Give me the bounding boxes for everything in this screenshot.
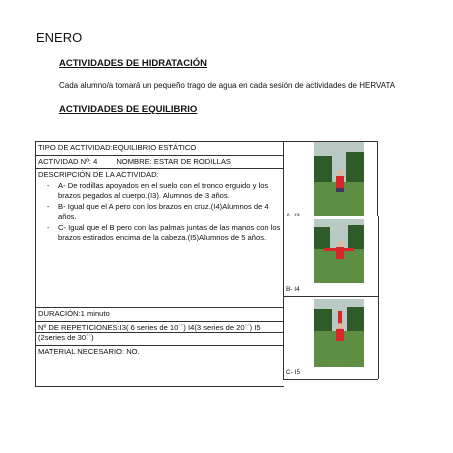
description-label: DESCRIPCIÓN DE LA ACTIVIDAD: xyxy=(38,170,159,179)
photo-block-b xyxy=(284,216,378,297)
hydration-text: Cada alumno/a tomará un pequeño trago de agua en cada sesión de actividades de HERVATA xyxy=(59,81,396,90)
photo-label-c: C- I5 xyxy=(286,369,301,376)
photo-b xyxy=(314,219,364,283)
activity-type: TIPO DE ACTIVIDAD:EQUILIBRIO ESTÁTICO xyxy=(36,142,284,156)
photo-column-lower xyxy=(283,216,379,379)
table-bottom-border xyxy=(283,379,378,380)
hydration-heading: ACTIVIDADES DE HIDRATACIÓN xyxy=(59,58,207,69)
duration-row: DURACIÓN:1 minuto xyxy=(36,308,284,322)
material-row: MATERIAL NECESARIO: NO. xyxy=(38,346,140,356)
list-item: - B- Igual que el A pero con los brazos en cruz.(I4)Alumnos de 4 años. xyxy=(47,201,269,221)
list-item: - C- Igual que el B pero con las palmas juntas de las manos con los brazos estirados encima de la cabeza.(I5)Alumnos de 5 años. xyxy=(47,222,281,242)
photo-a xyxy=(314,142,364,222)
photo-c xyxy=(314,299,364,367)
description-list xyxy=(38,181,281,244)
month-title: ENERO xyxy=(36,30,83,45)
activity-name: NOMBRE: ESTAR DE RODILLAS xyxy=(116,156,231,166)
photo-label-b: B- I4 xyxy=(286,286,300,293)
activity-number: ACTIVIDAD Nº: 4 xyxy=(38,156,98,166)
list-item: - A- De rodillas apoyados en el suelo con el tronco erguido y los brazos pegados al cuerpo.(I3). Alumnos de 3 años. xyxy=(47,180,269,200)
balance-heading: ACTIVIDADES DE EQUILIBRIO xyxy=(59,104,198,115)
activity-number-name xyxy=(36,155,284,169)
photo-block-c xyxy=(284,297,378,379)
lower-rows xyxy=(35,307,284,387)
repetitions-row: Nº DE REPETICIONES:I3( 6 series de 10´´) I4(3 series de 20´´) I5 (2series de 30´´) xyxy=(36,322,284,346)
